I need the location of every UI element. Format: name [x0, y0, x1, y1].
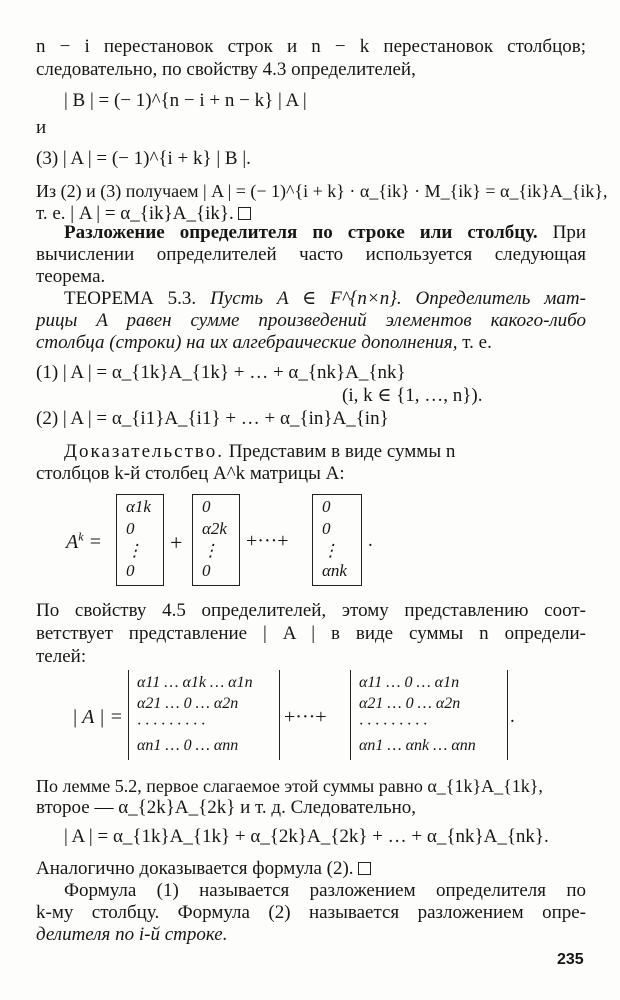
vector-cell: ⋮ [202, 541, 219, 560]
text-line: вычислении определителей часто используется следующая [36, 244, 586, 265]
column-vector-1 [116, 494, 164, 586]
text-line: и [36, 117, 47, 138]
text-line: По лемме 5.2, первое слагаемое этой суммы равно α_{1k}A_{1k}, [36, 776, 543, 796]
vector-cell: 0 [322, 497, 331, 516]
det-a-label: | A | = [72, 706, 123, 728]
text-line: следовательно, по свойству 4.3 определителей, [36, 59, 416, 80]
plus-dots-plus: +···+ [284, 706, 327, 728]
period: . [510, 706, 515, 727]
text-line: второе — α_{2k}A_{2k} и т. д. Следовательно, [36, 797, 417, 818]
det-row: · · · · · · · · · [359, 716, 427, 733]
heading-text: Разложение определителя по строке или столбцу. [64, 222, 538, 243]
text-line [36, 858, 586, 880]
det-row: α11 … α1k … α1n [137, 674, 253, 691]
vector-cell: αnk [322, 561, 347, 580]
text-segment: т. е. | A | = α_{ik}A_{ik}. [36, 203, 234, 224]
det-row: α11 … 0 … α1n [359, 674, 460, 691]
det-row: αn1 … αnk … αnn [359, 737, 476, 754]
vector-cell: ⋮ [126, 541, 143, 560]
text-line: столбцов k-й столбец A^k матрицы A: [36, 463, 345, 484]
determinant-1 [128, 670, 280, 760]
text-line: k-му столбцу. Формула (2) называется разложением опре- [36, 902, 586, 923]
plus-sign: + [170, 530, 183, 555]
vector-cell: 0 [126, 561, 135, 580]
text-line: делителя по i-й строке. [36, 924, 228, 945]
proof-line [64, 441, 586, 463]
theorem-line [36, 332, 586, 354]
det-row: α21 … 0 … α2n [137, 695, 239, 712]
det-row: · · · · · · · · · [137, 716, 205, 733]
vector-cell: 0 [126, 519, 135, 538]
column-vector-2 [192, 494, 240, 586]
formula-2: (2) | A | = α_{i1}A_{i1} + … + α_{in}A_{in} [36, 408, 389, 429]
text-line: Из (2) и (3) получаем | A | = (− 1)^{i + k} · α_{ik} · M_{ik} = α_{ik}A_{ik}, [36, 181, 608, 201]
text-segment: т. е. [462, 332, 492, 353]
determinant-2 [350, 670, 508, 760]
theorem-title [64, 288, 586, 310]
theorem-label: ТЕОРЕМА 5.3. [64, 288, 197, 309]
vector-cell: α2k [202, 519, 227, 538]
text-segment: При [552, 222, 587, 243]
vector-cell: ⋮ [322, 541, 339, 560]
text-segment: столбца (строки) на их алгебраические дополнения, [36, 332, 458, 353]
text-line: телей: [36, 646, 87, 667]
text-line: ветствует представление | A | в виде суммы n определи- [36, 623, 586, 644]
text-segment: Аналогично доказывается формула (2). [36, 858, 354, 879]
qed-square-icon [358, 862, 371, 875]
period: . [368, 530, 373, 551]
proof-label: Доказательство. [64, 441, 224, 462]
theorem-line: рицы A равен сумме произведений элементов какого-либо [36, 310, 586, 331]
section-heading [64, 222, 586, 244]
det-row: αn1 … 0 … αnn [137, 737, 239, 754]
formula-3: (3) | A | = (− 1)^{i + k} | B |. [36, 148, 251, 169]
text-line: По свойству 4.5 определителей, этому представлению соот- [36, 600, 586, 621]
formula-b: | B | = (− 1)^{n − i + n − k} | A | [64, 90, 307, 111]
column-vector-3 [312, 494, 362, 586]
formula-1: (1) | A | = α_{1k}A_{1k} + … + α_{nk}A_{nk} [36, 362, 406, 383]
qed-square-icon [238, 207, 251, 220]
formula-sum: | A | = α_{1k}A_{1k} + α_{2k}A_{2k} + … + α_{nk}A_{nk}. [64, 826, 549, 847]
vector-cell: 0 [202, 561, 211, 580]
text-line: теорема. [36, 266, 106, 287]
vector-cell: 0 [202, 497, 211, 516]
text-segment: Представим в виде суммы n [228, 441, 456, 462]
vector-cell: α1k [126, 497, 151, 516]
plus-dots-plus: +···+ [246, 530, 289, 552]
text-line: n − i перестановок строк и n − k перестановок столбцов; [36, 36, 586, 57]
formula-condition: (i, k ∈ {1, …, n}). [342, 385, 483, 406]
text-segment: Пусть A ∈ F^{n×n}. Определитель мат- [210, 288, 586, 309]
vector-cell: 0 [322, 519, 331, 538]
det-row: α21 … 0 … α2n [359, 695, 461, 712]
text-line: Формула (1) называется разложением определителя по [64, 880, 586, 901]
formula-ak-label: $A^k$ = [66, 529, 103, 553]
page-number: 235 [557, 951, 584, 968]
